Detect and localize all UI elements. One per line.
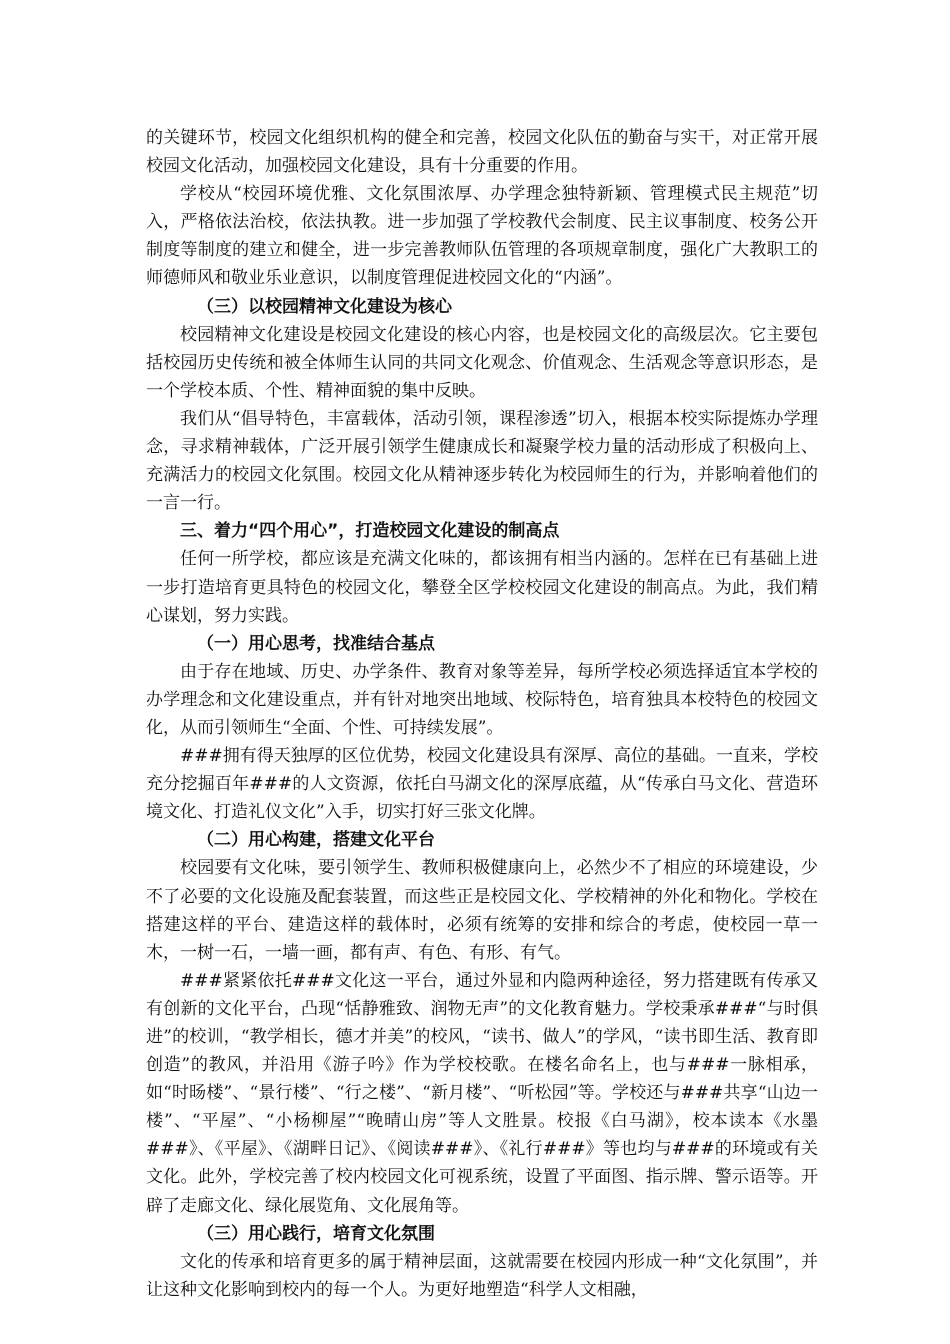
section-subheading: （一）用心思考，找准结合基点 (197, 633, 435, 654)
paragraph: 校园精神文化建设是校园文化建设的核心内容，也是校园文化的高级层次。它主要包括校园历史传统和被全体师生认同的共同文化观念、价值观念、生活观念等意识形态，是一个学校本质、个性、精神面貌的集中反映。 (146, 324, 818, 401)
section-subheading: （三）以校园精神文化建设为核心 (197, 296, 452, 317)
paragraph: 校园要有文化味，要引领学生、教师积极健康向上，必然少不了相应的环境建设，少不了必要的文化设施及配套装置，而这些正是校园文化、学校精神的外化和物化。学校在搭建这样的平台、建造这样的载体时，必须有统筹的安排和综合的考虑，使校园一草一木，一树一石，一墙一画，都有声、有色、有形、有气。 (146, 858, 818, 963)
paragraph: ###紧紧依托###文化这一平台，通过外显和内隐两种途径，努力搭建既有传承又有创新的文化平台，凸现“恬静雅致、润物无声”的文化教育魅力。学校秉承###“与时俱进”的校训，“教学相长，德才并美”的校风，“读书、做人”的学风，“读书即生活、教育即创造”的教风，并沿用《游子吟》作为学校校歌。在楼名命名上，也与###一脉相承，如“时旸楼”、“景行楼”、“行之楼”、“新月楼”、“听松园”等。学校还与###共享“山边一楼”、“平屋”、“小杨柳屋”“晚晴山房”等人文胜景。校报《白马湖》，校本读本《水墨###》、《平屋》、《湖畔日记》、《阅读###》、《礼行###》等也均与###的环境或有关文化。此外，学校完善了校内校园文化可视系统，设置了平面图、指示牌、警示语等。开辟了走廊文化、绿化展览角、文化展角等。 (146, 970, 818, 1216)
paragraph: 我们从“倡导特色，丰富载体，活动引领，课程渗透”切入，根据本校实际提炼办学理念，寻求精神载体，广泛开展引领学生健康成长和凝聚学校力量的活动形成了积极向上、充满活力的校园文化氛围。校园文化从精神逐步转化为校园师生的行为，并影响着他们的一言一行。 (146, 408, 818, 514)
paragraph: ###拥有得天独厚的区位优势，校园文化建设具有深厚、高位的基础。一直来，学校充分挖掘百年###的人文资源，依托白马湖文化的深厚底蕴，从“传承白马文化、营造环境文化、打造礼仪文化”入手，切实打好三张文化牌。 (146, 746, 818, 823)
paragraph: 文化的传承和培育更多的属于精神层面，这就需要在校园内形成一种“文化氛围”，并让这种文化影响到校内的每一个人。为更好地塑造“科学人文相融， (146, 1251, 818, 1300)
section-subheading: （二）用心构建，搭建文化平台 (197, 830, 435, 851)
paragraph: 的关键环节，校园文化组织机构的健全和完善，校园文化队伍的勤奋与实干，对正常开展校园文化活动，加强校园文化建设，具有十分重要的作用。 (146, 128, 818, 177)
document-body (146, 124, 818, 1304)
section-subheading: （三）用心践行，培育文化氛围 (197, 1223, 435, 1244)
paragraph: 由于存在地域、历史、办学条件、教育对象等差异，每所学校必须选择适宜本学校的办学理念和文化建设重点，并有针对地突出地域、校际特色，培育独具本校特色的校园文化，从而引领师生“全面、个性、可持续发展”。 (146, 661, 818, 738)
paragraph: 学校从“校园环境优雅、文化氛围浓厚、办学理念独特新颖、管理模式民主规范”切入，严格依法治校，依法执教。进一步加强了学校教代会制度、民主议事制度、校务公开制度等制度的建立和健全，进一步完善教师队伍管理的各项规章制度，强化广大教职工的师德师风和敬业乐业意识，以制度管理促进校园文化的“内涵”。 (146, 184, 818, 289)
section-heading: 三、着力“四个用心”，打造校园文化建设的制高点 (180, 521, 560, 542)
paragraph: 任何一所学校，都应该是充满文化味的，都该拥有相当内涵的。怎样在已有基础上进一步打造培育更具特色的校园文化，攀登全区学校校园文化建设的制高点。为此，我们精心谋划，努力实践。 (146, 549, 818, 626)
